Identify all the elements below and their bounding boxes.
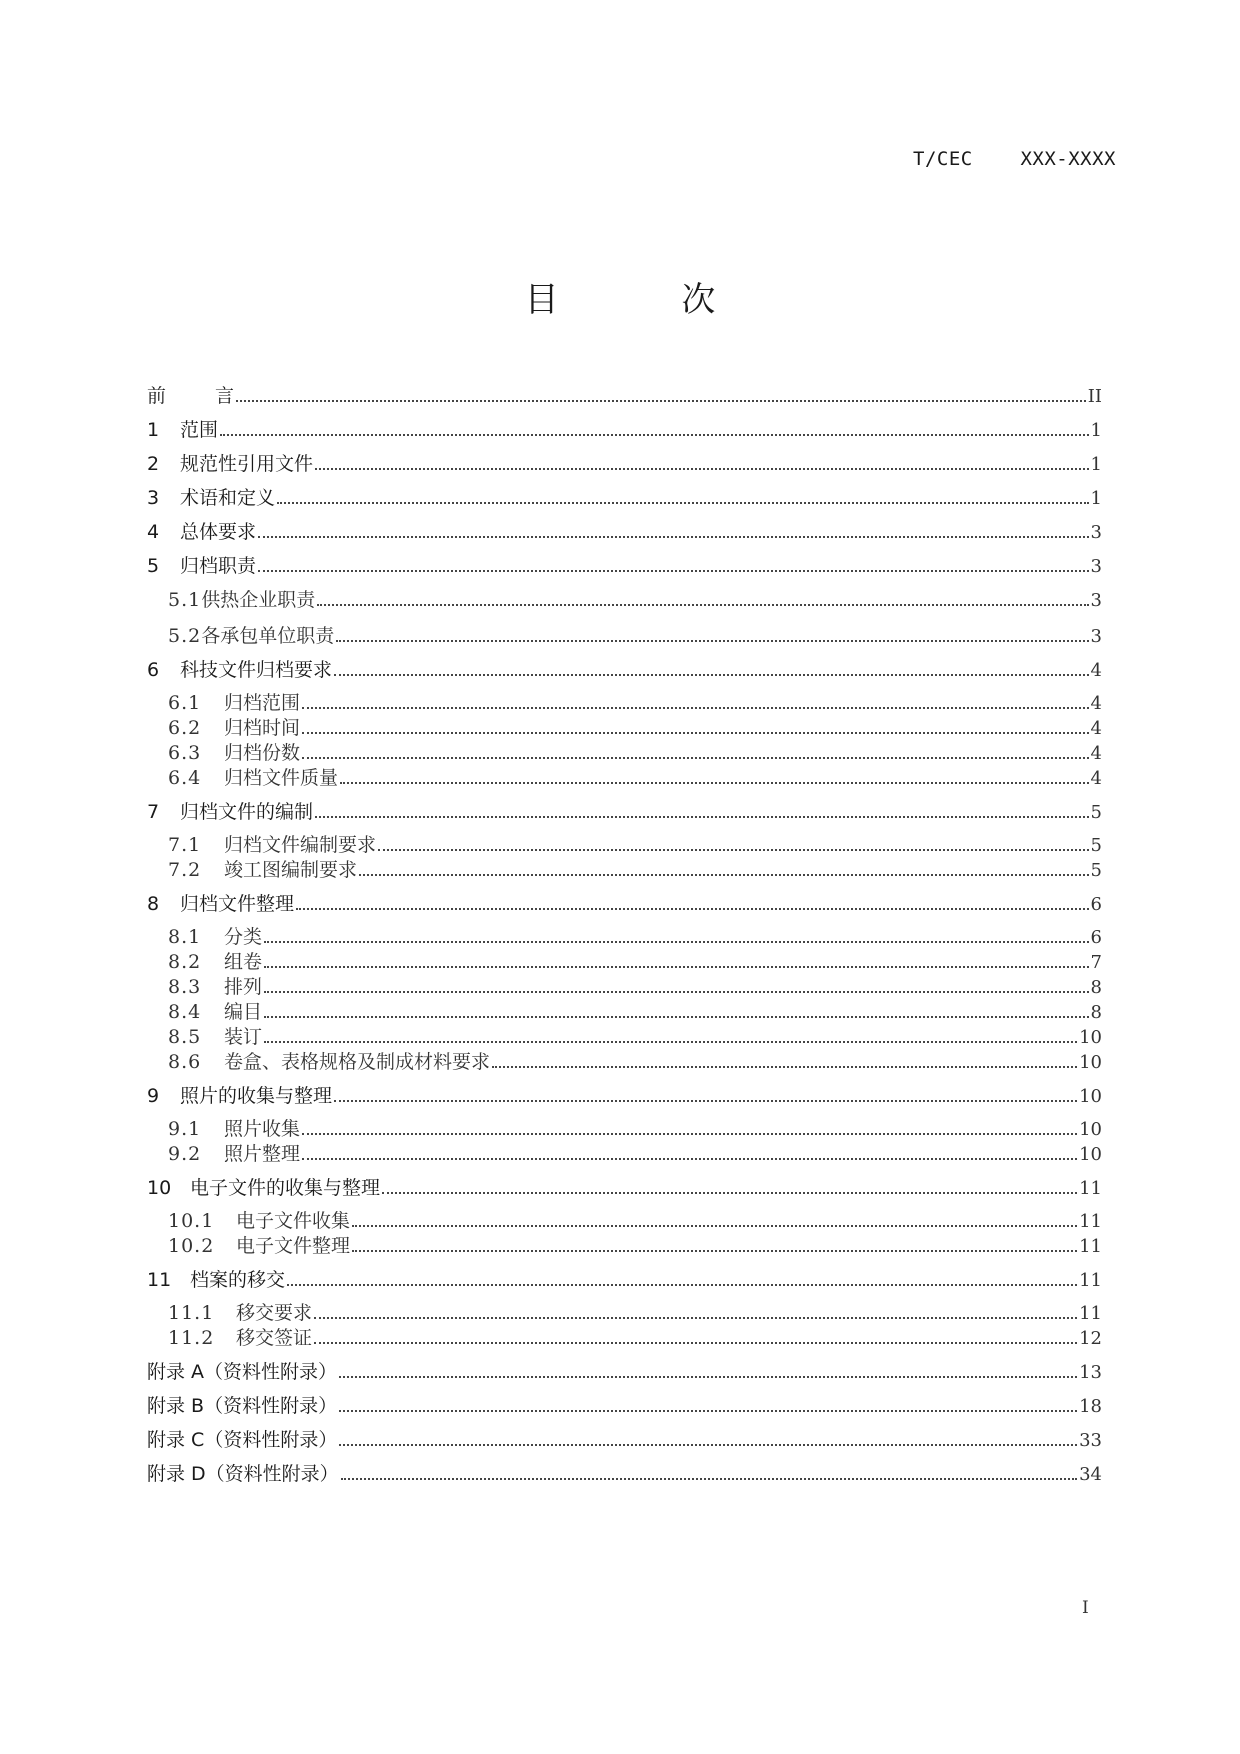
toc-entry-page: 13 [1079,1362,1102,1383]
toc-entry-label: 归档文件编制要求 [224,834,377,856]
toc-entry[interactable] [147,554,1102,579]
toc-subentry[interactable] [147,975,1102,1000]
toc-entry-page: II [1087,386,1102,407]
toc-leader-dots [314,1342,1077,1344]
toc-subentry[interactable] [147,691,1102,716]
toc-leader-dots [339,1410,1077,1412]
toc-entry-number: 6.2 [168,717,202,739]
toc-entry-page: 4 [1090,693,1102,714]
page-title: 目 次 [524,280,772,320]
toc-leader-dots [277,502,1089,504]
toc-entry-page: 33 [1079,1430,1102,1451]
toc-entry-page: 1 [1090,454,1102,475]
toc-entry-number: 11 [147,1269,172,1291]
toc-entry-page: 6 [1090,927,1102,948]
toc-entry-number: 2 [147,453,160,475]
toc-entry-label: 科技文件归档要求 [180,659,333,681]
toc-leader-dots [336,640,1088,642]
toc-leader-dots [302,1133,1077,1135]
toc-entry-label: 言 [215,385,235,407]
toc-entry[interactable] [147,800,1102,825]
toc-entry-page: 10 [1079,1144,1102,1165]
toc-entry-number: 附录 C [147,1429,205,1451]
toc-leader-dots [339,1444,1077,1446]
toc-entry-number: 6.1 [168,692,202,714]
toc-leader-dots [302,757,1089,759]
standard-code: T/CEC XXX-XXXX [913,148,1116,170]
toc-leader-dots [334,1100,1077,1102]
toc-entry-number: 10.1 [168,1210,215,1232]
toc-entry-page: 10 [1079,1119,1102,1140]
toc-entry-label: 组卷 [224,951,263,973]
toc-entry-number: 附录 A [147,1361,205,1383]
table-of-contents [147,384,1102,1487]
toc-entry-label: 各承包单位职责 [201,625,335,647]
toc-entry-label: 归档份数 [224,742,301,764]
toc-entry[interactable] [147,1268,1102,1293]
toc-subentry[interactable] [147,716,1102,741]
toc-entry-number: 5.2 [168,625,202,647]
toc-entry-number: 5.1 [168,589,202,611]
toc-entry-appendix-d[interactable] [147,1462,1102,1487]
toc-entry-label: 移交要求 [236,1302,313,1324]
toc-entry-page: 8 [1090,977,1102,998]
toc-entry-appendix-c[interactable] [147,1428,1102,1453]
toc-entry-label: 照片收集 [224,1118,301,1140]
toc-leader-dots [314,1317,1077,1319]
toc-entry-number: 8.6 [168,1051,202,1073]
toc-entry-label: 术语和定义 [180,487,276,509]
toc-subentry[interactable] [147,624,1102,649]
toc-leader-dots [378,849,1089,851]
toc-entry-label: 照片的收集与整理 [180,1085,333,1107]
toc-entry-page: 7 [1090,952,1102,973]
toc-entry-number: 9 [147,1085,160,1107]
toc-entry-label: 范围 [180,419,219,441]
toc-entry-page: 18 [1079,1396,1102,1417]
toc-entry-foreword[interactable] [147,384,1102,409]
toc-leader-dots [264,941,1089,943]
toc-leader-dots [492,1066,1077,1068]
toc-subentry[interactable] [147,950,1102,975]
toc-subentry[interactable] [147,1142,1102,1167]
toc-leader-dots [352,1250,1077,1252]
toc-entry-label: 编目 [224,1001,263,1023]
toc-entry-appendix-b[interactable] [147,1394,1102,1419]
toc-entry-page: 10 [1079,1086,1102,1107]
toc-entry-page: 5 [1090,835,1102,856]
toc-entry-number: 11.2 [168,1327,215,1349]
toc-entry-label: 电子文件的收集与整理 [190,1177,381,1199]
toc-subentry[interactable] [147,1117,1102,1142]
toc-entry-page: 4 [1090,718,1102,739]
toc-entry-label: 装订 [224,1026,263,1048]
toc-entry-number: 10 [147,1177,172,1199]
toc-leader-dots [382,1192,1077,1194]
toc-entry-number: 5 [147,555,160,577]
toc-entry-number: 8.3 [168,976,202,998]
page-number: I [1082,1598,1089,1618]
toc-entry-page: 12 [1079,1328,1102,1349]
toc-leader-dots [315,468,1089,470]
toc-subentry[interactable] [147,833,1102,858]
toc-entry-page: 3 [1090,590,1102,611]
toc-leader-dots [296,908,1089,910]
toc-entry-label: 分类 [224,926,263,948]
toc-entry-page: 8 [1090,1002,1102,1023]
toc-entry-number: 8.2 [168,951,202,973]
toc-leader-dots [302,732,1089,734]
toc-entry[interactable] [147,452,1102,477]
toc-entry-label: （资料性附录） [205,1463,339,1485]
toc-entry-label: 移交签证 [236,1327,313,1349]
toc-entry[interactable] [147,520,1102,545]
toc-entry-label: 电子文件整理 [236,1235,351,1257]
toc-leader-dots [302,707,1089,709]
toc-entry-number: 附录 D [147,1463,206,1485]
toc-leader-dots [264,966,1089,968]
toc-entry[interactable] [147,486,1102,511]
toc-entry-number: 附录 B [147,1395,205,1417]
toc-entry-page: 11 [1079,1211,1102,1232]
toc-entry-number: 6.4 [168,767,202,789]
toc-entry-label: 归档职责 [180,555,257,577]
toc-leader-dots [258,570,1089,572]
toc-subentry[interactable] [147,1000,1102,1025]
toc-entry-number: 9.1 [168,1118,202,1140]
toc-leader-dots [258,536,1089,538]
toc-entry-number: 10.2 [168,1235,215,1257]
toc-subentry[interactable] [147,741,1102,766]
toc-entry-label: （资料性附录） [204,1429,338,1451]
toc-subentry[interactable] [147,1025,1102,1050]
toc-entry-label: 总体要求 [180,521,257,543]
toc-entry-page: 6 [1090,894,1102,915]
toc-entry-appendix-a[interactable] [147,1360,1102,1385]
toc-entry-page: 11 [1079,1178,1102,1199]
toc-entry-label: 归档文件质量 [224,767,339,789]
toc-entry-page: 3 [1090,556,1102,577]
toc-entry-number: 前 [147,385,167,407]
toc-entry[interactable] [147,1084,1102,1109]
toc-entry[interactable] [147,892,1102,917]
toc-entry-label: （资料性附录） [204,1361,338,1383]
toc-entry-label: 归档时间 [224,717,301,739]
toc-entry-number: 11.1 [168,1302,215,1324]
toc-entry[interactable] [147,658,1102,683]
toc-entry-number: 8 [147,893,160,915]
toc-leader-dots [317,604,1088,606]
toc-entry-label: 电子文件收集 [236,1210,351,1232]
toc-entry-label: 卷盒、表格规格及制成材料要求 [224,1051,491,1073]
toc-entry-label: 竣工图编制要求 [224,859,358,881]
toc-entry-page: 11 [1079,1270,1102,1291]
toc-leader-dots [220,434,1089,436]
toc-entry-label: （资料性附录） [204,1395,338,1417]
toc-entry-number: 6 [147,659,160,681]
toc-entry-page: 1 [1090,420,1102,441]
toc-entry-number: 7 [147,801,160,823]
toc-subentry[interactable] [147,1326,1102,1351]
toc-leader-dots [302,1158,1077,1160]
toc-entry-page: 5 [1090,802,1102,823]
toc-entry-number: 7.2 [168,859,202,881]
toc-entry-number: 6.3 [168,742,202,764]
toc-subentry[interactable] [147,925,1102,950]
toc-entry-number: 8.5 [168,1026,202,1048]
toc-subentry[interactable] [147,1209,1102,1234]
toc-leader-dots [352,1225,1077,1227]
toc-entry-page: 11 [1079,1303,1102,1324]
toc-entry-page: 10 [1079,1052,1102,1073]
toc-entry-label: 排列 [224,976,263,998]
toc-entry-label: 归档范围 [224,692,301,714]
toc-entry-number: 3 [147,487,160,509]
toc-entry[interactable] [147,418,1102,443]
toc-entry-page: 4 [1090,768,1102,789]
toc-entry-label: 照片整理 [224,1143,301,1165]
toc-entry-page: 4 [1090,660,1102,681]
toc-leader-dots [341,1478,1077,1480]
toc-leader-dots [264,991,1089,993]
toc-entry-number: 7.1 [168,834,202,856]
toc-entry-page: 3 [1090,522,1102,543]
toc-leader-dots [339,1376,1077,1378]
toc-entry-number: 8.1 [168,926,202,948]
toc-leader-dots [236,400,1086,402]
toc-leader-dots [264,1016,1089,1018]
toc-entry[interactable] [147,1176,1102,1201]
toc-leader-dots [334,674,1089,676]
toc-leader-dots [340,782,1089,784]
toc-entry-label: 供热企业职责 [201,589,316,611]
toc-entry-number: 8.4 [168,1001,202,1023]
toc-entry-label: 规范性引用文件 [180,453,314,475]
toc-leader-dots [359,874,1089,876]
toc-subentry[interactable] [147,1301,1102,1326]
toc-leader-dots [264,1041,1077,1043]
toc-subentry[interactable] [147,858,1102,883]
toc-subentry[interactable] [147,588,1102,613]
toc-entry-label: 归档文件整理 [180,893,295,915]
toc-leader-dots [287,1284,1077,1286]
toc-entry-page: 1 [1090,488,1102,509]
toc-entry-page: 10 [1079,1027,1102,1048]
toc-entry-page: 11 [1079,1236,1102,1257]
toc-entry-label: 归档文件的编制 [180,801,314,823]
toc-subentry[interactable] [147,1050,1102,1075]
toc-subentry[interactable] [147,1234,1102,1259]
toc-entry-label: 档案的移交 [190,1269,286,1291]
toc-entry-number: 4 [147,521,160,543]
toc-entry-page: 34 [1079,1464,1102,1485]
toc-entry-number: 9.2 [168,1143,202,1165]
toc-entry-page: 5 [1090,860,1102,881]
toc-subentry[interactable] [147,766,1102,791]
toc-leader-dots [315,816,1089,818]
toc-entry-page: 4 [1090,743,1102,764]
toc-entry-number: 1 [147,419,160,441]
toc-entry-page: 3 [1090,626,1102,647]
